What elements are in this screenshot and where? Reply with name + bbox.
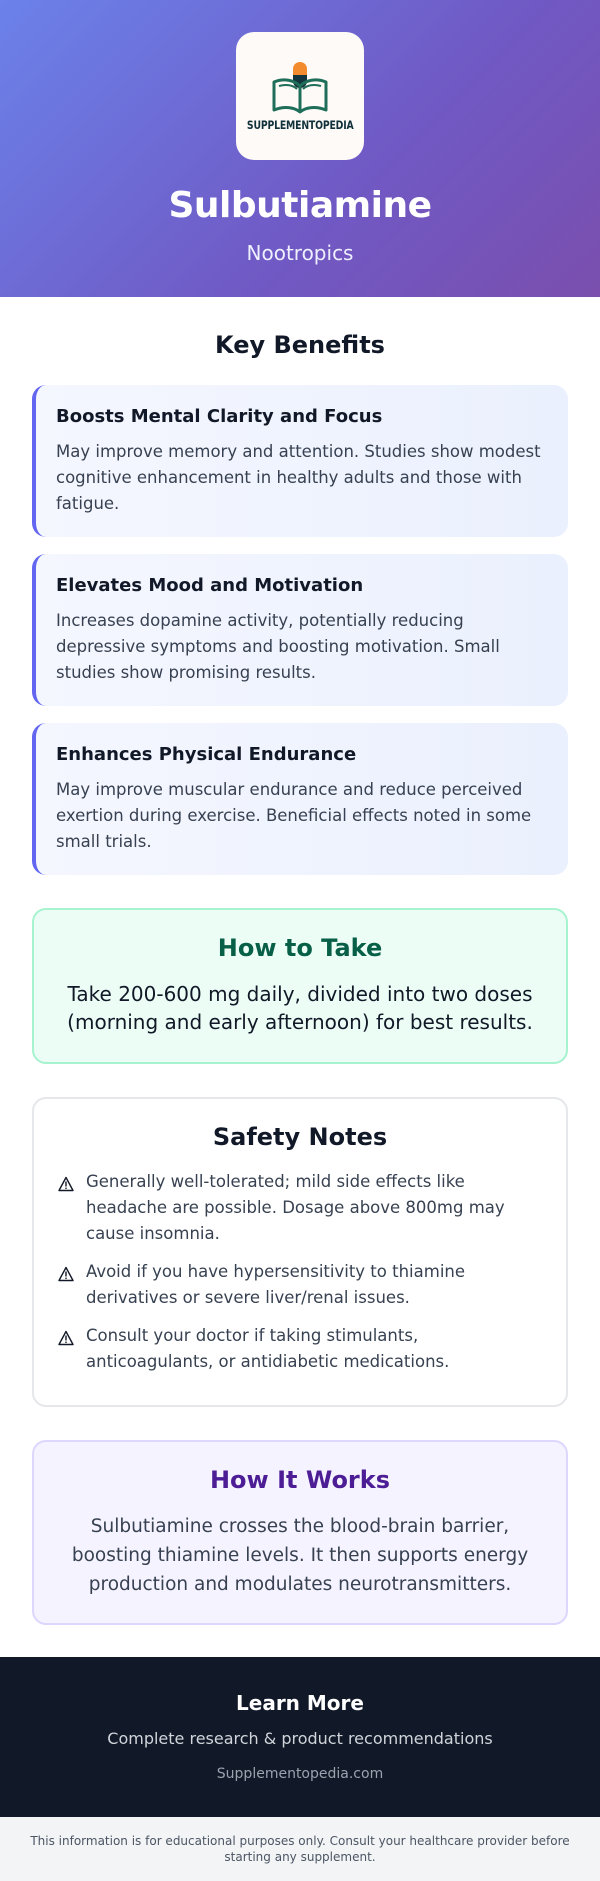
mechanism-text: Sulbutiamine crosses the blood-brain barrier, boosting thiamine levels. It then supports energy production and modulates neurotransmitters.: [71, 1516, 529, 1595]
how-to-take-card: [32, 908, 568, 1064]
benefit-card: [32, 723, 568, 875]
safety-item: [58, 1323, 542, 1375]
benefit-card: [32, 385, 568, 537]
safety-item-text: Consult your doctor if taking stimulants, anticoagulants, or antidiabetic medications.: [86, 1326, 450, 1371]
safety-notes-card: [32, 1097, 568, 1407]
main-content: [0, 331, 600, 1625]
logo-wordmark: SUPPLEMENTOPEDIA: [246, 118, 354, 132]
how-it-works-card: [32, 1440, 568, 1625]
benefit-text: May improve memory and attention. Studies show modest cognitive enhancement in healthy adults and those with fatigue.: [56, 442, 541, 513]
learn-more-title: Learn More: [236, 1691, 364, 1715]
disclaimer-text: This information is for educational purposes only. Consult your healthcare provider before starting any supplement.: [0, 1817, 600, 1881]
learn-more-footer: [0, 1657, 600, 1817]
how-to-take-title: How to Take: [217, 934, 383, 962]
how-it-works-title: How It Works: [209, 1466, 391, 1494]
book-capsule-logo-icon: [268, 60, 332, 116]
safety-notes-title: Safety Notes: [212, 1123, 388, 1151]
key-benefits-title: Key Benefits: [215, 331, 385, 359]
safety-item-text: Avoid if you have hypersensitivity to thiamine derivatives or severe liver/renal issues.: [86, 1262, 466, 1307]
benefit-card: [32, 554, 568, 706]
warning-triangle-icon: [58, 1266, 74, 1282]
safety-item-text: Generally well-tolerated; mild side effects like headache are possible. Dosage above 800mg may cause insomnia.: [86, 1172, 505, 1243]
benefit-text: Increases dopamine activity, potentially reducing depressive symptoms and boosting motivation. Small studies show promising results.: [56, 611, 500, 682]
safety-item: [58, 1259, 542, 1311]
site-link[interactable]: Supplementopedia.com: [216, 1766, 384, 1782]
benefit-text: May improve muscular endurance and reduce perceived exertion during exercise. Beneficial effects noted in some small trials.: [56, 780, 532, 851]
category-label: Nootropics: [246, 241, 354, 265]
dosage-text: Take 200-600 mg daily, divided into two doses (morning and early afternoon) for best results.: [67, 982, 533, 1034]
hero-header: [0, 0, 600, 297]
page-title: Sulbutiamine: [168, 185, 432, 226]
safety-item: [58, 1169, 542, 1247]
learn-more-description: Complete research & product recommendations: [107, 1729, 493, 1748]
benefit-title: Enhances Physical Endurance: [56, 744, 357, 765]
warning-triangle-icon: [58, 1176, 74, 1192]
benefit-title: Boosts Mental Clarity and Focus: [56, 406, 383, 427]
warning-triangle-icon: [58, 1330, 74, 1346]
brand-logo[interactable]: [236, 32, 364, 160]
benefit-title: Elevates Mood and Motivation: [56, 575, 364, 596]
